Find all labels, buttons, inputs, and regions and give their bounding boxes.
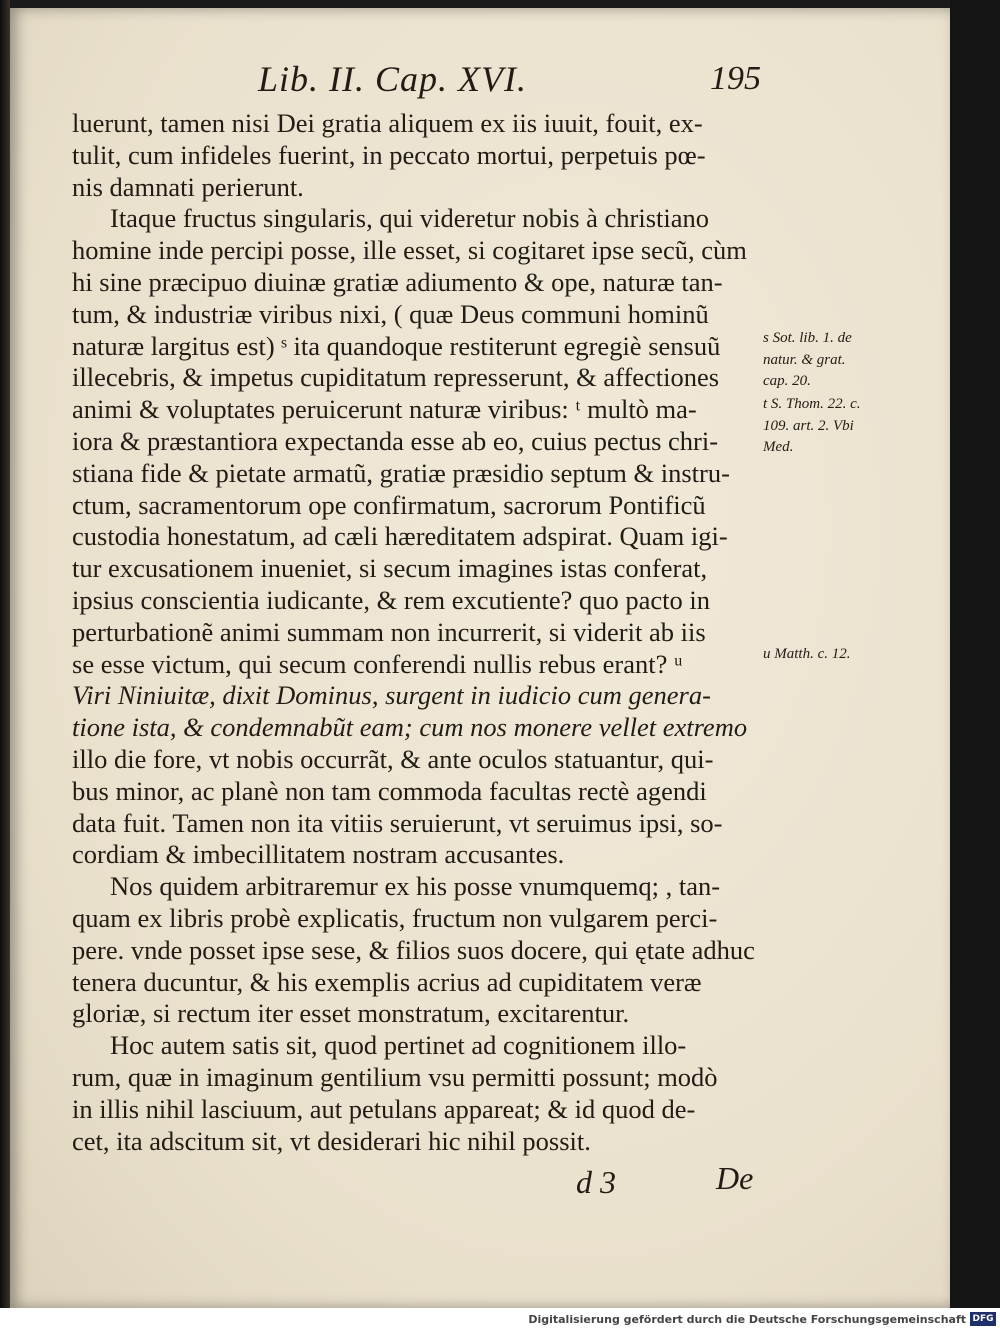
signature-mark: d 3 <box>576 1164 616 1200</box>
note-line: Med. <box>763 439 794 455</box>
text-line: bus minor, ac planè non tam commoda facultas rectè agendi <box>72 775 707 806</box>
note-line: s Sot. lib. 1. de <box>763 330 852 346</box>
text-line: nis damnati perierunt. <box>72 171 304 202</box>
text-line: luerunt, tamen nisi Dei gratia aliquem ex iis iuuit, fouit, ex- <box>72 108 703 138</box>
text-line: hi sine præcipuo diuinæ gratiæ adiumento & ope, naturæ tan- <box>72 266 723 297</box>
text-line: cordiam & imbecillitatem nostram accusantes. <box>72 839 565 870</box>
note-line: u Matth. c. 12. <box>763 646 851 662</box>
text-line: pere. vnde posset ipse sese, & filios suos docere, qui ętate adhuc <box>72 934 755 965</box>
book-spine <box>0 0 10 1308</box>
scan-background <box>950 0 1000 1308</box>
text-line: se esse victum, qui secum conferendi nullis rebus erant? ᵘ <box>72 648 683 679</box>
text-line: gloriæ, si rectum iter esset monstratum, excitarentur. <box>72 998 630 1029</box>
text-line: iora & præstantiora expectanda esse ab eo, cuius pectus chri- <box>72 425 719 456</box>
running-head: Lib. II. Cap. XVI. <box>258 59 527 99</box>
book-page <box>10 8 950 1308</box>
text-line: quam ex libris probè explicatis, fructum non vulgarem perci- <box>72 902 718 933</box>
footer-credit: Digitalisierung gefördert durch die Deutsche Forschungsgemeinschaft <box>528 1313 966 1326</box>
text-line: perturbationẽ animi summam non incurrerit, si viderit ab iis <box>72 616 706 647</box>
footer-bar <box>0 1308 1000 1332</box>
text-line: Hoc autem satis sit, quod pertinet ad cognitionem illo- <box>110 1030 687 1061</box>
body-text <box>72 108 760 1157</box>
text-line: ipsius conscientia iudicante, & rem excutiente? quo pacto in <box>72 584 711 615</box>
note-line: cap. 20. <box>763 373 811 389</box>
text-line: Viri Niniuitæ, dixit Dominus, surgent in iudicio cum genera- <box>72 680 711 711</box>
text-line: tum, & industriæ viribus nixi, ( quæ Deus communi hominũ <box>72 298 709 329</box>
text-line: rum, quæ in imaginum gentilium vsu permitti possunt; modò <box>72 1061 718 1092</box>
text-line: animi & voluptates peruicerunt naturæ viribus: ᵗ multò ma- <box>72 394 697 425</box>
marginal-note-s <box>763 328 852 393</box>
text-line: Nos quidem arbitraremur ex his posse vnumquemq; , tan- <box>110 871 721 902</box>
text-line: Itaque fructus singularis, qui videretur nobis à christiano <box>110 203 710 234</box>
text-line: illecebris, & impetus cupiditatum represserunt, & affectiones <box>72 362 720 393</box>
note-line: t S. Thom. 22. c. <box>763 396 861 412</box>
text-line: cet, ita adscitum sit, vt desiderari hic nihil possit. <box>72 1125 591 1156</box>
text-line: data fuit. Tamen non ita vitiis seruierunt, vt seruimus ipsi, so- <box>72 807 723 838</box>
dfg-logo-icon: DFG <box>970 1312 996 1326</box>
text-line: in illis nihil lasciuum, aut petulans appareat; & id quod de- <box>72 1093 696 1124</box>
note-line: 109. art. 2. Vbi <box>763 417 854 434</box>
note-line: natur. & grat. <box>763 351 846 368</box>
text-line: tur excusationem inueniet, si secum imagines istas conferat, <box>72 553 708 584</box>
text-line: custodia honestatum, ad cæli hæreditatem adspirat. Quam igi- <box>72 521 728 552</box>
text-line: illo die fore, vt nobis occurrãt, & ante oculos statuantur, qui- <box>72 743 714 774</box>
text-line: naturæ largitus est) ˢ ita quandoque restiterunt egregiè sensuũ <box>72 330 721 361</box>
text-line: ctum, sacramentorum ope confirmatum, sacrorum Pontificũ <box>72 489 706 520</box>
text-line: stiana fide & pietate armatũ, gratiæ præsidio septum & instru- <box>72 457 730 488</box>
page-number: 195 <box>710 60 761 97</box>
text-line: tione ista, & condemnabũt eam; cum nos monere vellet extremo <box>72 712 748 743</box>
catchword: De <box>716 1160 754 1196</box>
text-line: homine inde percipi posse, ille esset, si cogitaret ipse secũ, cùm <box>72 235 747 266</box>
text-line: tenera ducuntur, & his exemplis acrius ad cupiditatem veræ <box>72 966 702 997</box>
marginal-note-u <box>763 644 851 666</box>
marginal-note-t <box>763 394 861 459</box>
text-line: tulit, cum infideles fuerint, in peccato mortui, perpetuis pœ- <box>72 139 706 170</box>
